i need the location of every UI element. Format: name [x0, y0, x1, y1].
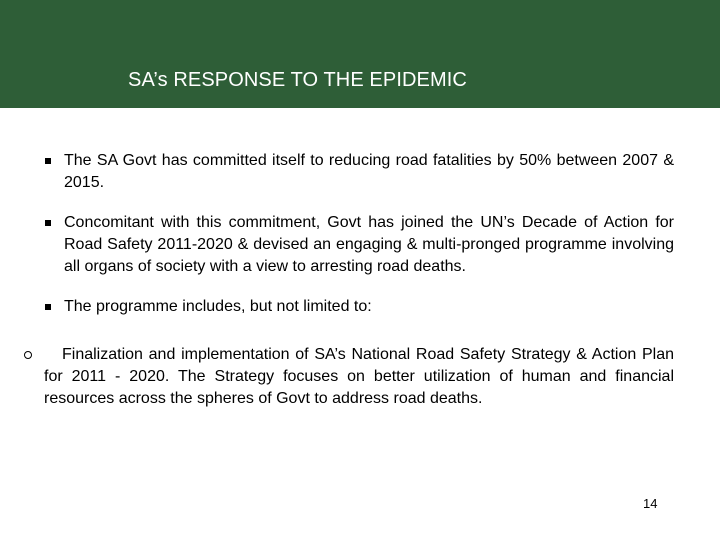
page-number: 14 [643, 496, 658, 511]
bullet-text: Concomitant with this commitment, Govt has joined the UN’s Decade of Action for Road Safety 2011-2020 & devised an engaging & multi-pronged programme involving all organs of society with a view to arresting road deaths. [64, 214, 674, 275]
bullet-text: The programme includes, but not limited to: [64, 298, 372, 315]
bullet-item-programme [44, 296, 674, 318]
sub-bullet-item-strategy [24, 344, 674, 410]
bullet-item-commitment [44, 150, 674, 194]
sub-bullet-text: Finalization and implementation of SA’s National Road Safety Strategy & Action Plan for 2011 - 2020. The Strategy focuses on better utilization of human and financial resources across the spheres of Govt to address road deaths. [44, 346, 674, 407]
bullet-item-un-decade [44, 212, 674, 278]
bullet-list [44, 150, 674, 428]
slide-title: SA’s RESPONSE TO THE EPIDEMIC [128, 69, 467, 91]
bullet-text: The SA Govt has committed itself to reducing road fatalities by 50% between 2007 & 2015. [64, 152, 674, 191]
